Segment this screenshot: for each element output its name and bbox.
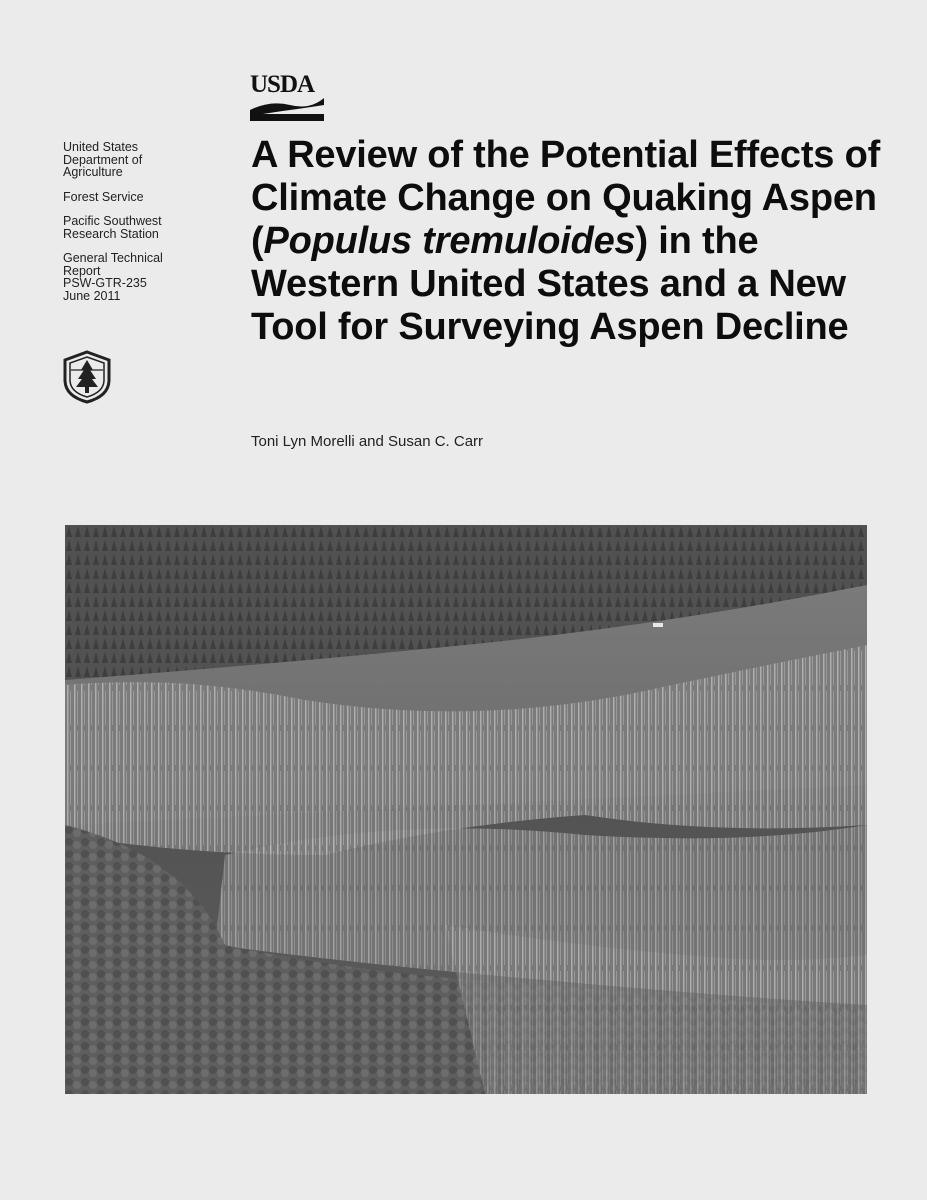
usda-logo: [250, 72, 326, 122]
agency-report-number: General Technical Report PSW-GTR-235 June 2011: [63, 251, 163, 303]
agency-research-station: Pacific Southwest Research Station: [63, 214, 162, 241]
cover-photo-aspen-hillside: [65, 525, 867, 1094]
forest-service-shield-icon: [62, 350, 112, 404]
title-part-2: ) in the Western United States and a New Tool for Surveying Aspen Decline: [251, 220, 849, 348]
usda-logo-hills: [250, 72, 326, 122]
usda-logo-text: USDA: [250, 71, 315, 98]
document-title: [251, 134, 901, 349]
title-part-1: A Review of the Potential Effects of Climate Change on Quaking Aspen (: [251, 134, 881, 262]
agency-forest-service: Forest Service: [63, 189, 144, 204]
title-species-name: Populus tremuloides: [263, 220, 636, 262]
agency-info: [63, 141, 223, 314]
agency-department: United States Department of Agriculture: [63, 140, 143, 179]
authors: Toni Lyn Morelli and Susan C. Carr: [251, 433, 484, 450]
